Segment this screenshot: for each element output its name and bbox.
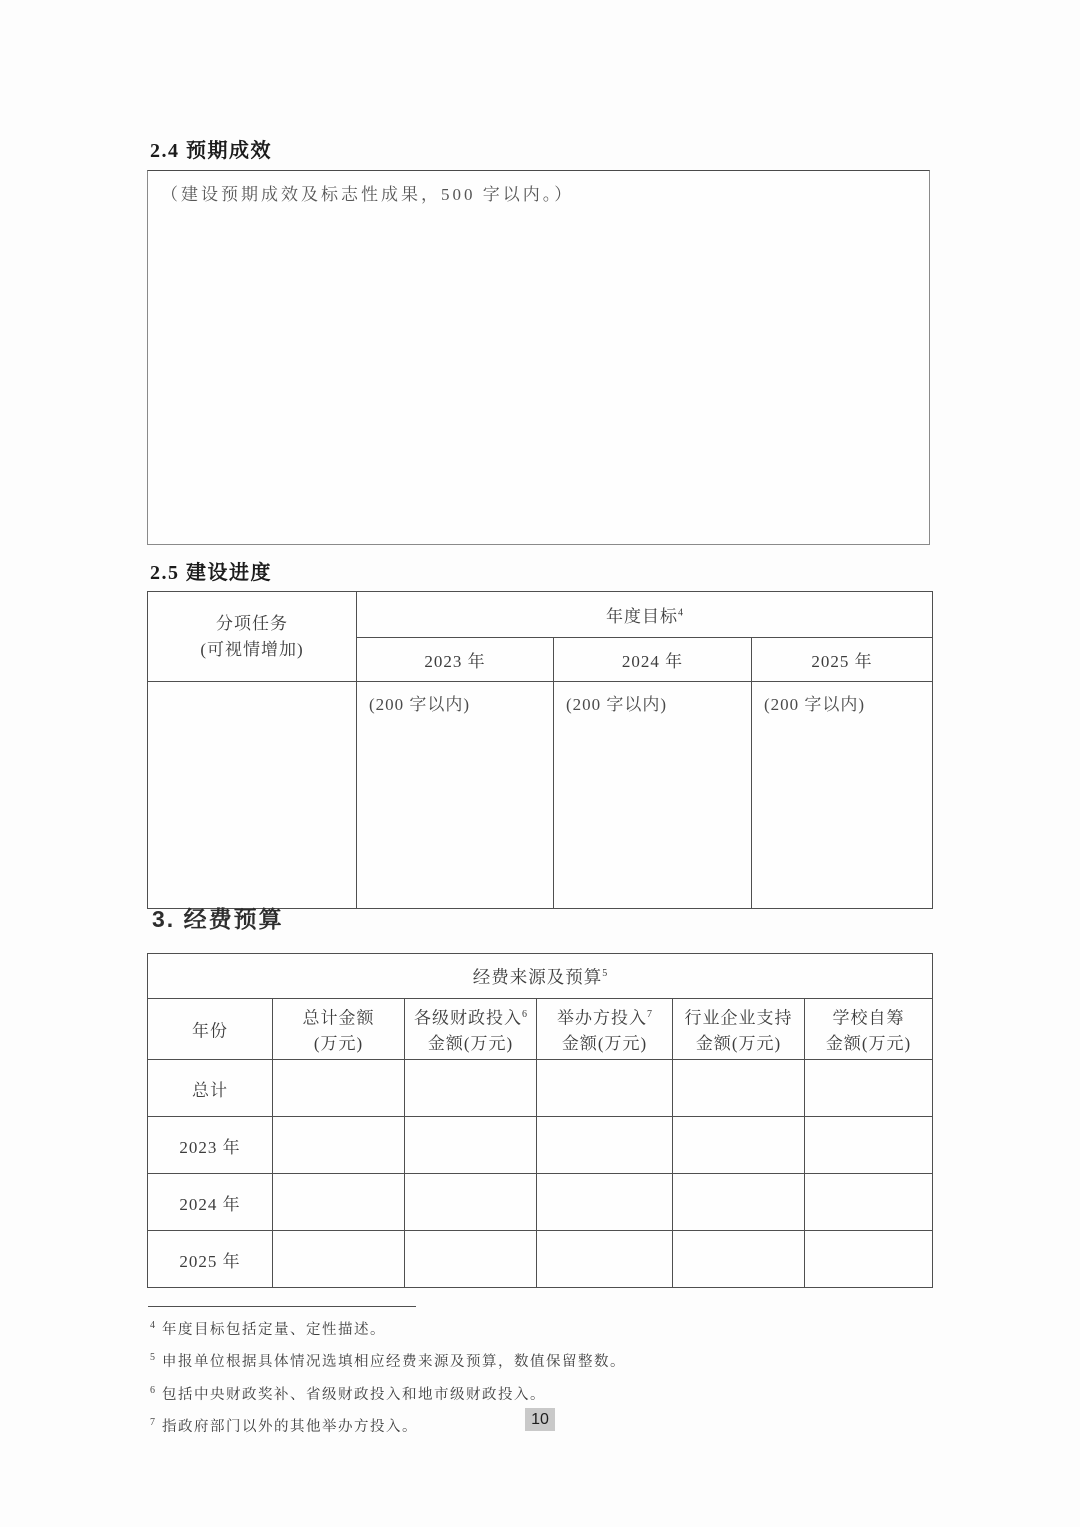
budget-col-fiscal: [405, 999, 537, 1060]
empty-cell: [805, 1231, 933, 1288]
budget-col-industry: [673, 999, 805, 1060]
budget-caption-label: 经费来源及预算: [472, 966, 603, 987]
empty-cell: [405, 1174, 537, 1231]
budget-col-school-label: 学校自筹: [832, 1008, 905, 1028]
budget-col-industry-label: 行业企业支持: [684, 1008, 793, 1028]
budget-row-2024: [148, 1174, 933, 1231]
footnote-separator: [148, 1306, 416, 1307]
empty-cell: [273, 1060, 405, 1117]
budget-row-2023-label: 2023 年: [148, 1117, 273, 1174]
footnote-7-marker: 7: [150, 1416, 155, 1428]
section-2-4-heading: 2.4 预期成效: [150, 140, 272, 162]
section-3-heading: 3. 经费预算: [152, 906, 284, 932]
empty-cell: [673, 1174, 805, 1231]
footnote-5-marker: 5: [150, 1352, 155, 1364]
budget-col-school-line2: 金额(万元): [825, 1033, 912, 1053]
budget-row-total: [148, 1060, 933, 1117]
footnote-5: [150, 1344, 626, 1376]
budget-row-2023: [148, 1117, 933, 1174]
empty-cell: [537, 1174, 673, 1231]
empty-cell: [537, 1117, 673, 1174]
footnote-4: [150, 1312, 626, 1344]
progress-table: [147, 591, 933, 909]
expected-outcomes-box: [147, 170, 930, 545]
footnote-4-marker: 4: [150, 1320, 155, 1331]
budget-caption-cell: [148, 954, 933, 999]
subtask-empty-cell: [148, 682, 357, 909]
empty-cell: [273, 1174, 405, 1231]
empty-cell: [405, 1231, 537, 1288]
budget-table: [147, 953, 933, 1288]
goal-2025-placeholder-cell: (200 字以内): [752, 682, 933, 909]
budget-col-total-label: 总计金额: [302, 1008, 375, 1028]
budget-col-year: [148, 999, 273, 1060]
budget-col-organizer: [537, 999, 673, 1060]
budget-col-year-label: 年份: [192, 1021, 228, 1041]
subtask-header-line2: (可视情增加): [200, 639, 304, 659]
budget-col-school: [805, 999, 933, 1060]
annual-goal-header-label: 年度目标: [606, 607, 678, 626]
empty-cell: [405, 1060, 537, 1117]
footnote-5-text: 申报单位根据具体情况选填相应经费来源及预算，数值保留整数。: [162, 1354, 626, 1371]
empty-cell: [805, 1174, 933, 1231]
footnote-ref-4: 4: [678, 607, 683, 619]
empty-cell: [405, 1117, 537, 1174]
footnote-7-text: 指政府部门以外的其他举办方投入。: [162, 1418, 418, 1435]
empty-cell: [537, 1231, 673, 1288]
budget-col-fiscal-line2: 金额(万元): [427, 1033, 514, 1053]
footnote-6: [150, 1377, 626, 1409]
footnote-4-text: 年度目标包括定量、定性描述。: [162, 1321, 386, 1338]
budget-col-organizer-line2: 金额(万元): [561, 1033, 648, 1053]
budget-row-2025-label: 2025 年: [148, 1231, 273, 1288]
empty-cell: [805, 1117, 933, 1174]
budget-row-2025: [148, 1231, 933, 1288]
footnote-ref-6: 6: [522, 1009, 527, 1021]
budget-col-total: [273, 999, 405, 1060]
footnote-ref-5: 5: [602, 967, 608, 979]
footnote-6-text: 包括中央财政奖补、省级财政投入和地市级财政投入。: [162, 1386, 546, 1403]
subtask-header-cell: [148, 592, 357, 682]
goal-2024-placeholder-cell: (200 字以内): [554, 682, 752, 909]
budget-row-2024-label: 2024 年: [148, 1174, 273, 1231]
empty-cell: [273, 1117, 405, 1174]
budget-row-total-label: 总计: [148, 1060, 273, 1117]
budget-col-total-line2: (万元): [313, 1033, 364, 1053]
empty-cell: [273, 1231, 405, 1288]
goal-2023-placeholder-cell: (200 字以内): [357, 682, 554, 909]
budget-col-fiscal-label: 各级财政投入: [414, 1008, 522, 1028]
section-2-5-heading: 2.5 建设进度: [150, 562, 272, 584]
expected-outcomes-placeholder: （建设预期成效及标志性成果，500 字以内。）: [161, 185, 575, 204]
empty-cell: [673, 1231, 805, 1288]
page-number: 10: [525, 1408, 555, 1431]
empty-cell: [673, 1117, 805, 1174]
year-2024-header-cell: 2024 年: [554, 638, 752, 682]
empty-cell: [805, 1060, 933, 1117]
budget-col-industry-line2: 金额(万元): [695, 1033, 782, 1053]
footnote-ref-7: 7: [647, 1009, 652, 1021]
subtask-header-line1: 分项任务: [216, 613, 288, 633]
annual-goal-header-cell: [357, 592, 933, 638]
year-2025-header-cell: 2025 年: [752, 638, 933, 682]
budget-col-organizer-label: 举办方投入: [557, 1008, 647, 1028]
page-footer: [0, 1408, 1080, 1431]
empty-cell: [537, 1060, 673, 1117]
empty-cell: [673, 1060, 805, 1117]
footnote-6-marker: 6: [150, 1384, 155, 1396]
year-2023-header-cell: 2023 年: [357, 638, 554, 682]
